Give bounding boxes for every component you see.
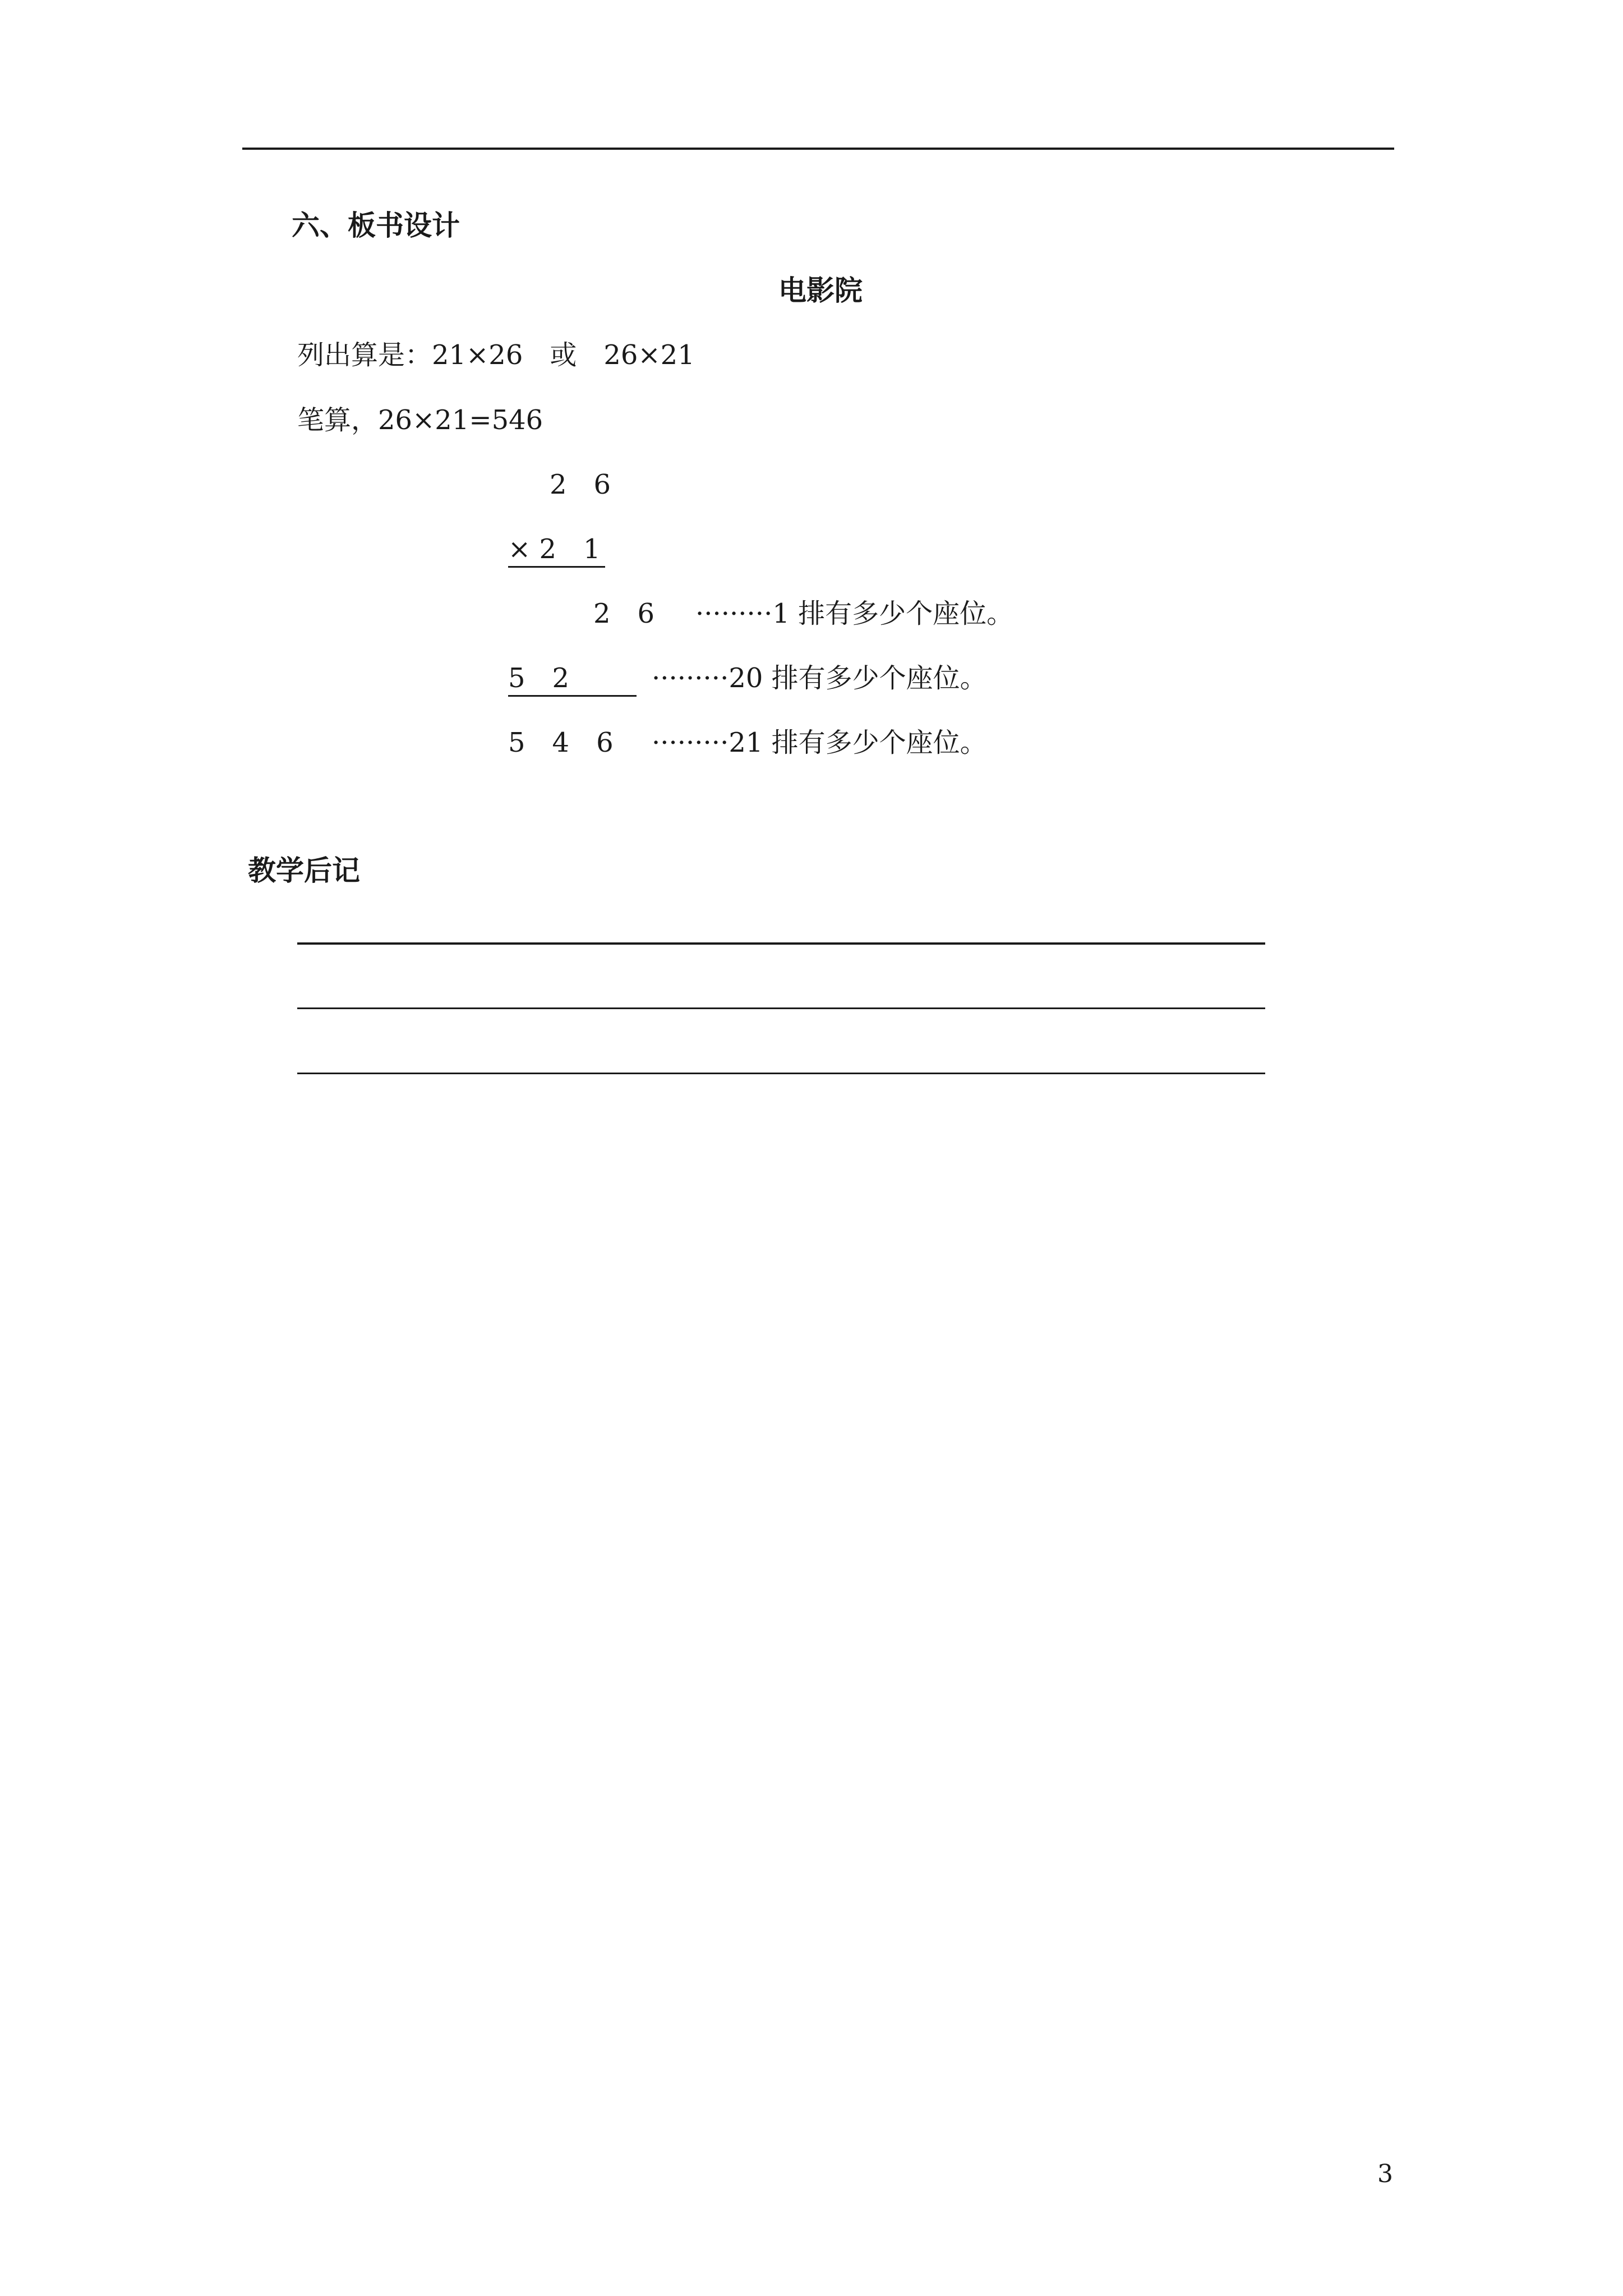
calc-partial1: 2 6: [593, 598, 655, 629]
page-number: 3: [1377, 2160, 1393, 2188]
calc-partial2: [508, 656, 637, 697]
reflection-line-2[interactable]: [297, 1007, 1265, 1009]
formula-line: 列出算是：21×26 或 26×21: [297, 339, 695, 371]
calc-multiplier-text: × 2 1: [508, 527, 605, 568]
calc-multiplier: [508, 527, 605, 568]
section-heading: 六、板书设计: [292, 209, 460, 242]
board-title: 电影院: [778, 274, 863, 307]
calc-partial2-text: 5 2: [508, 656, 637, 697]
calc-partial1-note: ·········1 排有多少个座位。: [695, 598, 1014, 629]
reflection-line-3[interactable]: [297, 1073, 1265, 1074]
reflection-heading: 教学后记: [248, 854, 360, 887]
calc-partial2-note: ·········20 排有多少个座位。: [652, 662, 987, 694]
reflection-line-1[interactable]: [297, 942, 1265, 945]
written-calc-line: 笔算，26×21=546: [297, 404, 543, 436]
calc-multiplicand: 2 6: [550, 469, 611, 500]
header-rule: [242, 148, 1394, 150]
calc-result: 5 4 6: [508, 727, 614, 758]
calc-result-note: ·········21 排有多少个座位。: [652, 727, 987, 758]
